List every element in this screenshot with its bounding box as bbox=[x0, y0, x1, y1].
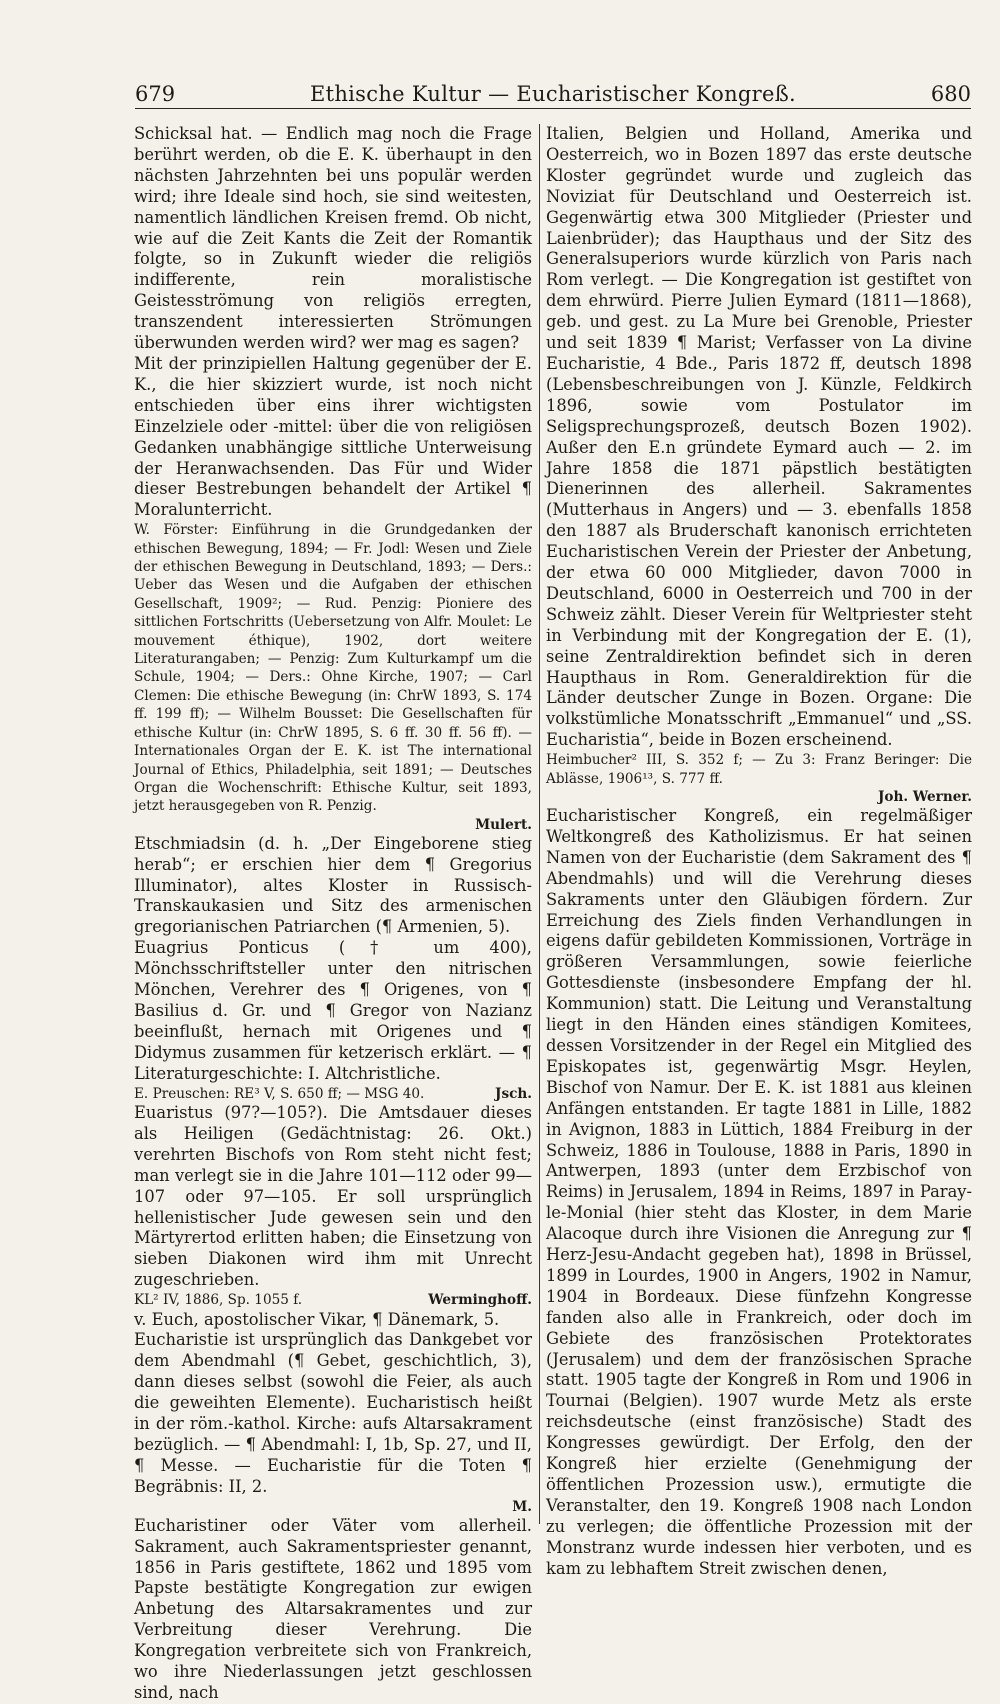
author-signature: M. bbox=[512, 1498, 532, 1515]
literature-note: W. Förster: Einführung in die Grundgedanken der ethischen Bewegung, 1894; — Fr. Jodl: Wesen und Ziele der ethischen Bewegung in Deutschland, 1893; — Ders.: Ueber das Wesen und die Aufgaben der ethischen Gesellschaft, 1909²; — Rud. Penzig: Pioniere des sittlichen Fortschritts (Uebersetzung von Alfr. Moulet: Le mouvement éthique), 1902, dort weitere Literaturangaben; — Penzig: Zum Kulturkampf um die Schule, 1904; — Ders.: Ohne Kirche, 1907; — Carl Clemen: Die ethische Bewegung (in: ChrW 1893, S. 174 ff. 199 ff); — Wilhelm Bousset: Die Gesellschaften für ethische Kultur (in: ChrW 1895, S. 6 ff. 30 ff. 56 ff). — Internationales Organ der E. K. ist The international Journal of Ethics, Philadelphia, seit 1891; — Deutsches Organ die Wochenschrift: Ethische Kultur, seit 1893, jetzt herausgegeben von R. Penzig. bbox=[134, 522, 532, 815]
author-signature: Joh. Werner. bbox=[878, 789, 972, 805]
author-signature: Mulert. bbox=[475, 816, 532, 833]
article-text: Schicksal hat. — Endlich mag noch die Frage berührt werden, ob die E. K. überhaupt in den nächsten Jahrzehnten bei uns populär werden wird; ihre Ideale sind hoch, sie sind weitesten, namentlich ländlichen Kreisen fremd. Ob nicht, wie auf die Zeit Kants die Zeit der Romantik folgte, so in Zukunft wieder die religiös indifferente, rein moralistische Geistesströmung von religiös erregten, transzendent interessierten Strömungen überwunden werden wird? wer mag es sagen? bbox=[134, 124, 532, 353]
running-title: Ethische Kultur — Eucharistischer Kongreß. bbox=[309, 82, 797, 106]
article-text: Mit der prinzipiellen Haltung gegenüber der E. K., die hier skizziert wurde, ist noch nicht entschieden über eins ihrer wichtigsten Einzelziele oder -mittel: über die von religiösen Gedanken unabhängige sittliche Unterweisung der Heranwachsenden. Das Für und Wider dieser Bestrebungen behandelt der Artikel ¶ Moralunterricht. bbox=[134, 353, 532, 520]
page-header bbox=[135, 78, 971, 109]
literature-text: KL² IV, 1886, Sp. 1055 f. bbox=[134, 1292, 303, 1309]
column-divider bbox=[539, 124, 540, 1524]
author-signature: Jsch. bbox=[495, 1085, 532, 1102]
entry-eucharistie: Eucharistie ist ursprünglich das Dankgebet vor dem Abendmahl (¶ Gebet, geschichtlich, 3), dann dieses selbst (sowohl die Feier, als auch die geweihten Elemente). Eucharistisch heißt in der röm.-kathol. Kirche: aufs Altarsakrament bezüglich. — ¶ Abendmahl: I, 1b, Sp. 27, und II, ¶ Messe. — Eucharistie für die Toten ¶ Begräbnis: II, 2. bbox=[134, 1330, 532, 1496]
left-column bbox=[134, 124, 532, 1702]
entry-eucharistiner: Eucharistiner oder Väter vom allerheil. Sakrament, auch Sakramentspriester genannt, 1856 in Paris gestiftete, 1862 und 1895 vom Papste bestätigte Kongregation zur ewigen Anbetung des Altarsakramentes und zur Verbreitung dieser Verehrung. Die Kongregation verbreitete sich von Frankreich, wo ihre Niederlassungen jetzt geschlossen sind, nach bbox=[134, 1515, 532, 1702]
page-number-right: 680 bbox=[930, 82, 971, 106]
literature-note bbox=[134, 1085, 532, 1103]
literature-text: E. Preuschen: RE³ V, S. 650 ff; — MSG 40. bbox=[134, 1085, 425, 1102]
entry-euagrius-ponticus: Euagrius Ponticus († um 400), Mönchsschriftsteller unter den nitrischen Mönchen, Verehrer des ¶ Origenes, von ¶ Basilius d. Gr. und ¶ Gregor von Nazianz beeinflußt, hernach mit Origenes und ¶ Didymus zusammen für ketzerisch erklärt. — ¶ Literaturgeschichte: I. Altchristliche. bbox=[134, 938, 532, 1083]
entry-eucharistischer-kongress: Eucharistischer Kongreß, ein regelmäßiger Weltkongreß des Katholizismus. Er hat seinen Namen von der Eucharistie (dem Sakrament des ¶ Abendmahls) und will die Verehrung dieses Sakraments unter den Gläubigen fördern. Zur Erreichung des Ziels finden Verhandlungen in eigens dafür gebildeten Kommissionen, Vorträge in größeren Versammlungen, sowie feierliche Gottesdienste (insbesondere Empfang der hl. Kommunion) statt. Die Leitung und Veranstaltung liegt in den Händen eines ständigen Komitees, dessen Vorsitzender in der Regel ein Mitglied des Episkopates ist, gegenwärtig Msgr. Heylen, Bischof von Namur. Der E. K. ist 1881 aus kleinen Anfängen entstanden. Er tagte 1881 in Lille, 1882 in Avignon, 1883 in Lüttich, 1884 Freiburg in der Schweiz, 1886 in Toulouse, 1888 in Paris, 1890 in Antwerpen, 1893 (unter dem Erzbischof von Reims) in Jerusalem, 1894 in Reims, 1897 in Paray-le-Monial (hier steht das Kloster, in dem Marie Alacoque durch ihre Visionen die Anregung zur ¶ Herz-Jesu-Andacht gegeben hat), 1898 in Brüssel, 1899 in Lourdes, 1900 in Angers, 1902 in Namur, 1904 in Bordeaux. Diese fünfzehn Kongresse fanden also alle in Frankreich, oder doch im Gebiete des französischen Protektorates (Jerusalem) und dem der französischen Sprache statt. 1905 tagte der Kongreß in Rom und 1906 in Tournai (Belgien). 1907 wurde Metz als erste reichsdeutsche (einst französische) Stadt des Kongresses gewürdigt. Der Erfolg, den der Kongreß hier erzielte (Genehmigung der öffentlichen Prozession usw.), ermutigte die Veranstalter, den 19. Kongreß 1908 nach London zu verlegen; die öffentliche Prozession mit der Monstranz wurde indessen hier verboten, und es kam zu lebhaftem Streit zwischen denen, bbox=[546, 806, 972, 1578]
page-number-left: 679 bbox=[135, 82, 176, 106]
article-text: Italien, Belgien und Holland, Amerika und Oesterreich, wo in Bozen 1897 das erste deutsche Kloster gegründet wurde und zugleich das Noviziat für Deutschland und Oesterreich ist. Gegenwärtig etwa 300 Mitglieder (Priester und Laienbrüder); das Haupthaus und der Sitz des Generalsuperiors wurde kürzlich von Paris nach Rom verlegt. — Die Kongregation ist gestiftet von dem ehrwürd. Pierre Julien Eymard (1811—1868), geb. und gest. zu La Mure bei Grenoble, Priester und seit 1839 ¶ Marist; Verfasser von La divine Eucharistie, 4 Bde., Paris 1872 ff, deutsch 1898 (Lebensbeschreibungen von J. Künzle, Feldkirch 1896, sowie vom Postulator im Seligsprechungsprozeß, deutsch Bozen 1902). Außer den E.n gründete Eymard auch — 2. im Jahre 1858 die 1871 päpstlich bestätigten Dienerinnen des allerheil. Sakramentes (Mutterhaus in Angers) und — 3. ebenfalls 1858 den 1887 als Bruderschaft kanonisch errichteten Eucharistischen Verein der Priester der Anbetung, der etwa 60 000 Mitglieder, davon 7000 in Deutschland, 6000 in Oesterreich und 700 in der Schweiz zählt. Dieser Verein für Weltpriester steht in Verbindung mit der Kongregation der E. (1), seine Zentraldirektion befindet sich in deren Haupthaus in Rom. Generaldirektion für die Länder deutscher Zunge in Bozen. Organe: Die volkstümliche Monatsschrift „Emmanuel“ und „SS. Eucharistia“, beide in Bozen erscheinend. bbox=[546, 124, 972, 750]
literature-note bbox=[134, 1291, 532, 1309]
entry-etschmiadsin: Etschmiadsin (d. h. „Der Eingeborene stieg herab“; er erschien hier dem ¶ Gregorius Illuminator), altes Kloster in Russisch-Transkaukasien und Sitz des armenischen gregorianischen Patriarchen (¶ Armenien, 5). bbox=[134, 833, 532, 937]
entry-v-euch: v. Euch, apostolischer Vikar, ¶ Dänemark, 5. bbox=[134, 1309, 500, 1329]
entry-euaristus: Euaristus (97?—105?). Die Amtsdauer dieses als Heiligen (Gedächtnistag: 26. Okt.) verehrten Bischofs von Rom steht nicht fest; man verlegt sie in die Jahre 101—112 oder 99—107 oder 97—105. Er soll ursprünglich hellenistischer Jude gewesen sein und den Märtyrertod erlitten haben; die Einsetzung von sieben Diakonen wird ihm mit Unrecht zugeschrieben. bbox=[134, 1103, 532, 1290]
right-column bbox=[546, 124, 972, 1578]
author-signature: Werminghoff. bbox=[428, 1292, 532, 1309]
literature-note: Heimbucher² III, S. 352 f; — Zu 3: Franz Beringer: Die Ablässe, 1906¹³, S. 777 ff. bbox=[546, 752, 972, 787]
